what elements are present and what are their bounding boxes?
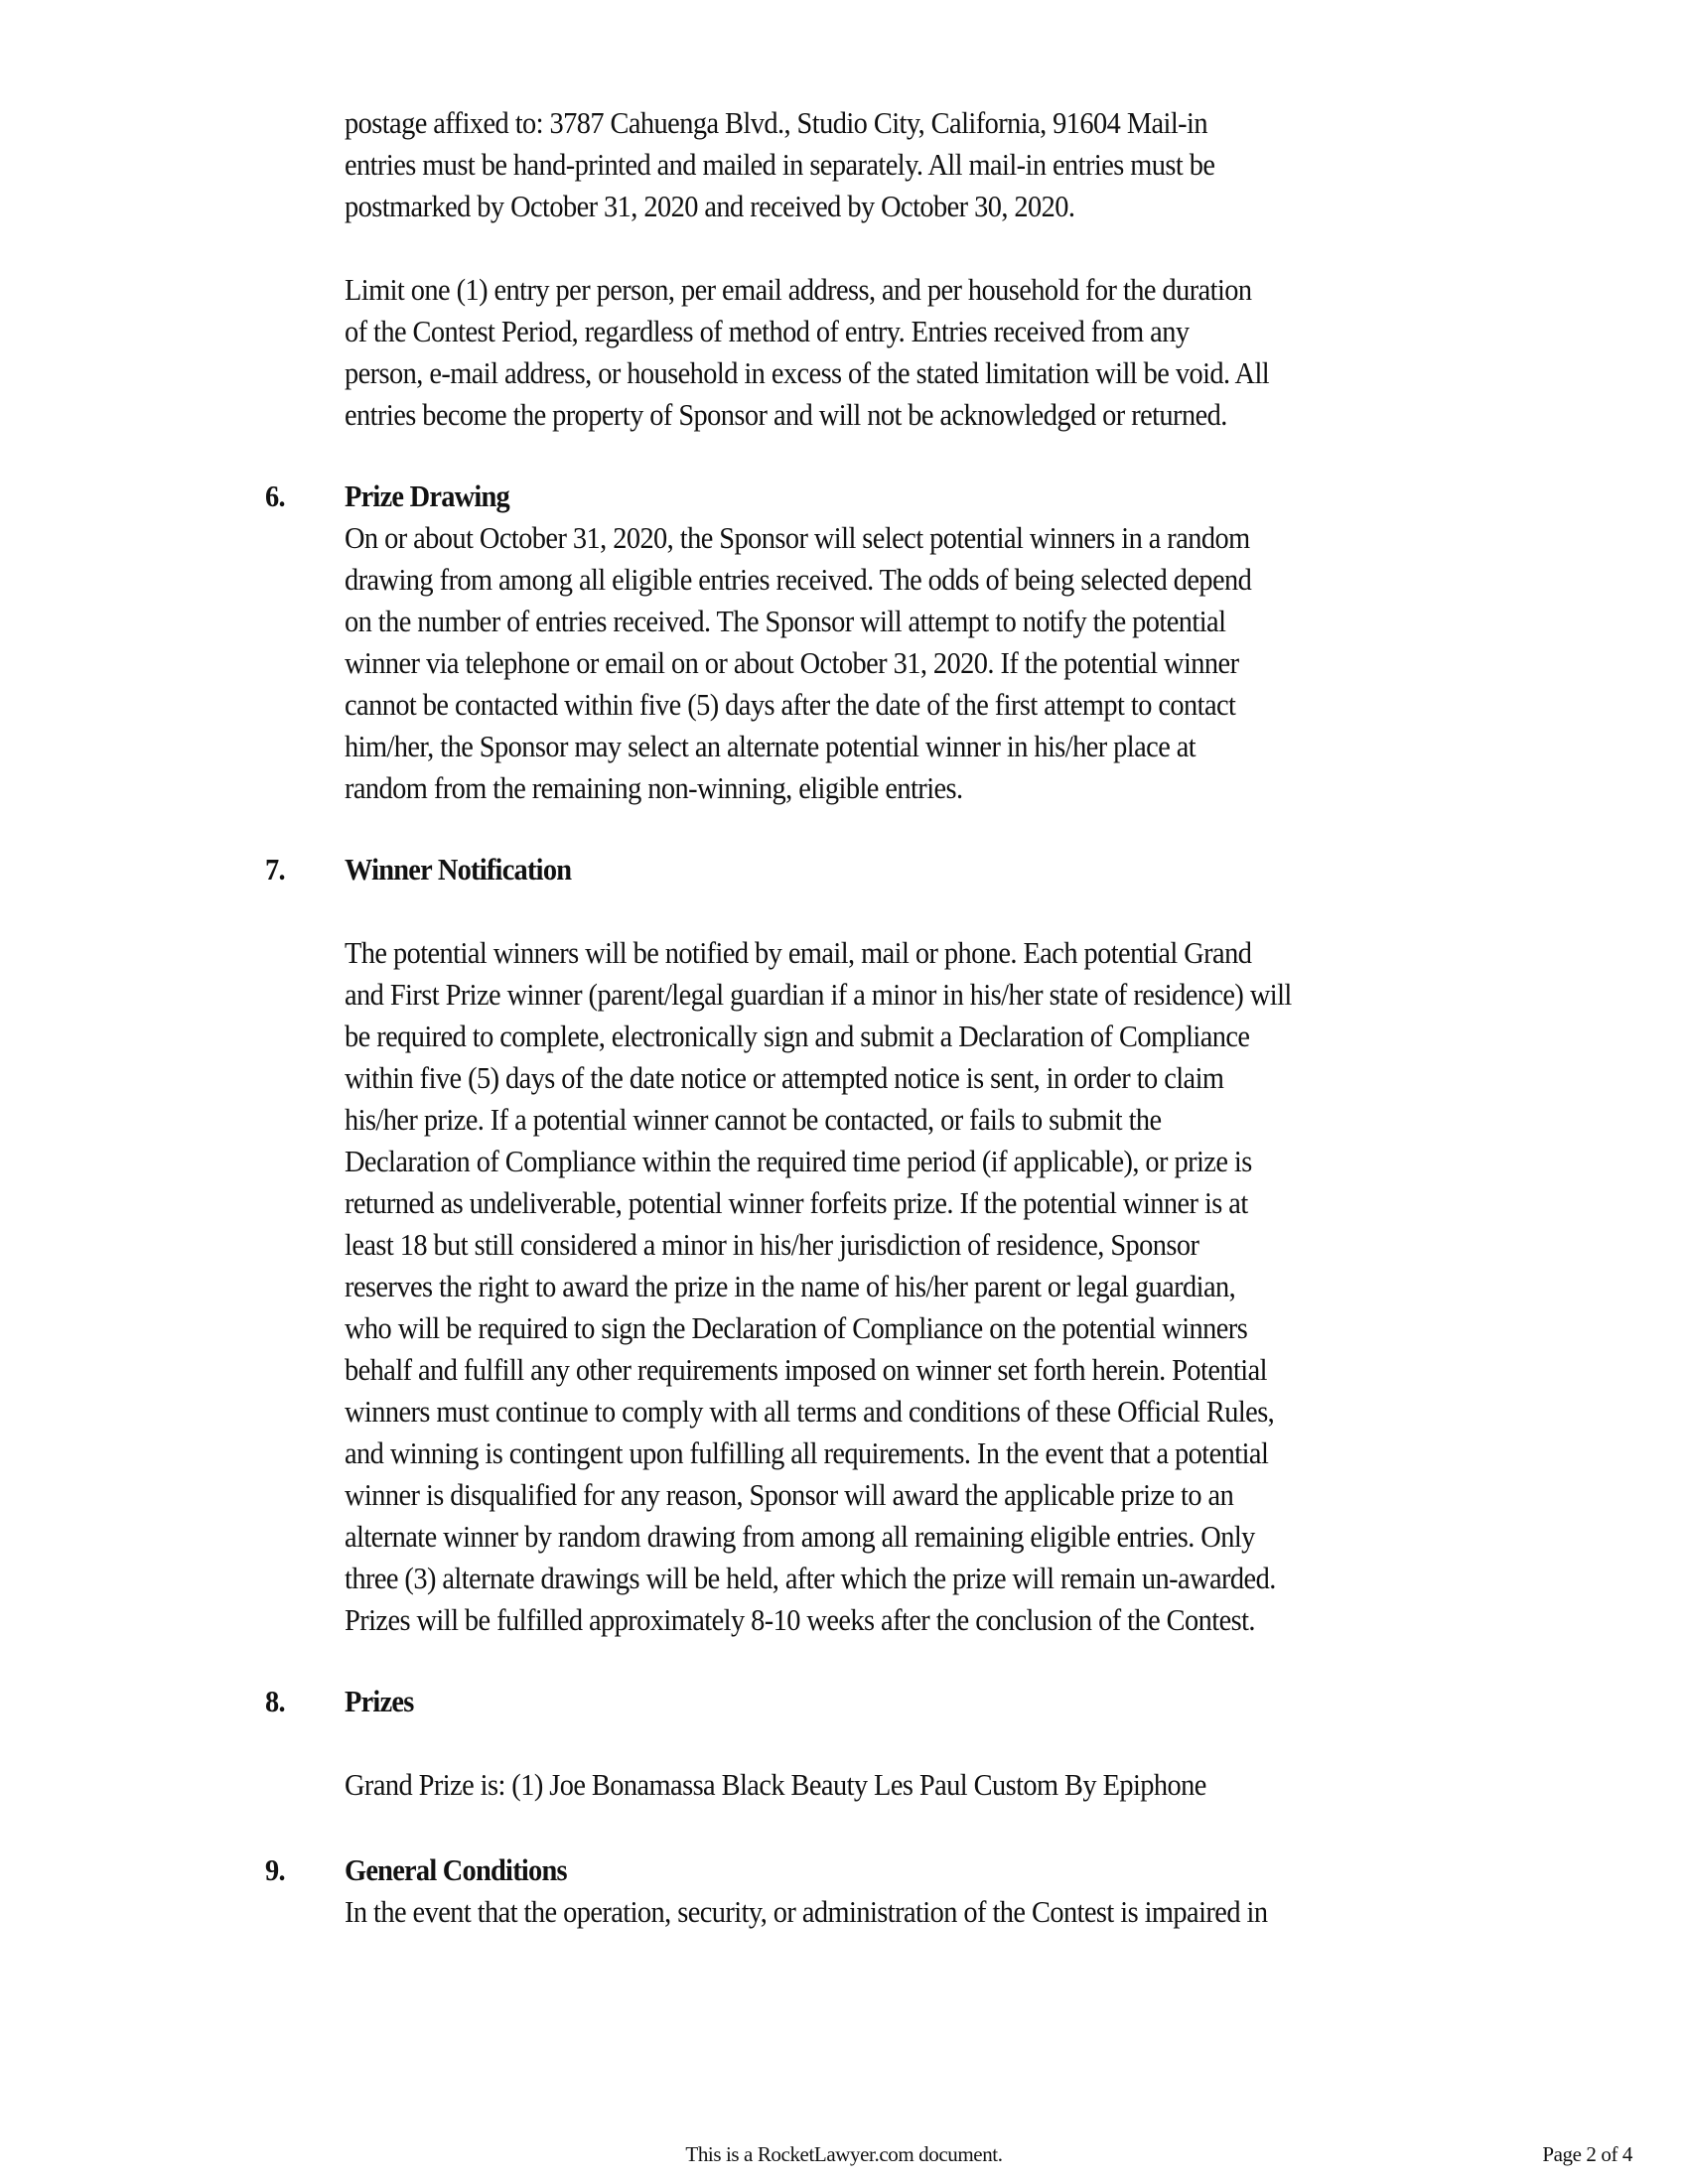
- section-number: 6.: [265, 479, 285, 513]
- footer-page-indicator: Page 2 of 4: [1542, 2142, 1632, 2166]
- text-line: reserves the right to award the prize in the name of his/her parent or legal guardian,: [345, 1270, 1236, 1303]
- text-line: Prizes will be fulfilled approximately 8-10 weeks after the conclusion of the Contest.: [345, 1603, 1255, 1637]
- text-line: who will be required to sign the Declaration of Compliance on the potential winners: [345, 1311, 1248, 1345]
- text-line: entries become the property of Sponsor and will not be acknowledged or returned.: [345, 398, 1227, 432]
- section-number: 7.: [265, 853, 285, 887]
- text-line: and winning is contingent upon fulfilling all requirements. In the event that a potential: [345, 1436, 1269, 1470]
- mail-in-paragraph: [345, 102, 1517, 227]
- text-line: On or about October 31, 2020, the Sponsor will select potential winners in a random: [345, 521, 1250, 555]
- prizes-paragraph: [345, 1764, 1517, 1806]
- section-heading-general-conditions: [265, 1849, 1516, 1891]
- text-line: entries must be hand-printed and mailed in separately. All mail-in entries must be: [345, 148, 1215, 182]
- entry-limit-paragraph: [345, 269, 1517, 436]
- text-line: In the event that the operation, security, or administration of the Contest is impaired in: [345, 1895, 1268, 1929]
- section-heading-prize-drawing: [265, 476, 1516, 517]
- text-line: alternate winner by random drawing from among all remaining eligible entries. Only: [345, 1520, 1255, 1554]
- text-line: three (3) alternate drawings will be held, after which the prize will remain un-awarded.: [345, 1562, 1276, 1595]
- text-line: winner via telephone or email on or about October 31, 2020. If the potential winner: [345, 646, 1239, 680]
- text-line: drawing from among all eligible entries received. The odds of being selected depend: [345, 563, 1252, 597]
- text-line: within five (5) days of the date notice or attempted notice is sent, in order to claim: [345, 1061, 1224, 1095]
- winner-notification-paragraph: [345, 932, 1517, 1641]
- section-number: 9.: [265, 1853, 285, 1887]
- text-line: Grand Prize is: (1) Joe Bonamassa Black Beauty Les Paul Custom By Epiphone: [345, 1768, 1206, 1802]
- section-title: Winner Notification: [345, 853, 572, 887]
- prize-drawing-paragraph: [345, 517, 1517, 809]
- general-conditions-paragraph: [345, 1891, 1517, 1933]
- text-line: cannot be contacted within five (5) days after the date of the first attempt to contact: [345, 688, 1236, 722]
- text-line: and First Prize winner (parent/legal guardian if a minor in his/her state of residence) will: [345, 978, 1292, 1012]
- text-line: winner is disqualified for any reason, Sponsor will award the applicable prize to an: [345, 1478, 1234, 1512]
- text-line: be required to complete, electronically sign and submit a Declaration of Compliance: [345, 1020, 1250, 1053]
- section-heading-winner-notification: [265, 849, 1516, 890]
- text-line: returned as undeliverable, potential winner forfeits prize. If the potential winner is at: [345, 1186, 1248, 1220]
- text-line: postage affixed to: 3787 Cahuenga Blvd., Studio City, California, 91604 Mail-in: [345, 106, 1208, 140]
- text-line: his/her prize. If a potential winner cannot be contacted, or fails to submit the: [345, 1103, 1162, 1137]
- text-line: behalf and fulfill any other requirements imposed on winner set forth herein. Potential: [345, 1353, 1267, 1387]
- text-line: least 18 but still considered a minor in his/her jurisdiction of residence, Sponsor: [345, 1228, 1199, 1262]
- text-line: The potential winners will be notified by email, mail or phone. Each potential Grand: [345, 936, 1252, 970]
- section-number: 8.: [265, 1685, 285, 1718]
- text-line: winners must continue to comply with all terms and conditions of these Official Rules,: [345, 1395, 1275, 1429]
- section-title: Prize Drawing: [345, 479, 509, 513]
- footer-source-note: This is a RocketLawyer.com document.: [685, 2142, 1003, 2166]
- section-title: Prizes: [345, 1685, 414, 1718]
- text-line: person, e-mail address, or household in excess of the stated limitation will be void. All: [345, 356, 1270, 390]
- text-line: him/her, the Sponsor may select an alternate potential winner in his/her place at: [345, 730, 1196, 763]
- text-line: postmarked by October 31, 2020 and received by October 30, 2020.: [345, 190, 1075, 223]
- text-line: of the Contest Period, regardless of method of entry. Entries received from any: [345, 315, 1190, 348]
- text-line: on the number of entries received. The Sponsor will attempt to notify the potential: [345, 605, 1226, 638]
- section-heading-prizes: [265, 1681, 1516, 1722]
- text-line: Limit one (1) entry per person, per email address, and per household for the duration: [345, 273, 1252, 307]
- text-line: Declaration of Compliance within the required time period (if applicable), or prize is: [345, 1145, 1252, 1178]
- text-line: random from the remaining non-winning, eligible entries.: [345, 771, 963, 805]
- document-body: [265, 102, 1516, 1933]
- section-title: General Conditions: [345, 1853, 567, 1887]
